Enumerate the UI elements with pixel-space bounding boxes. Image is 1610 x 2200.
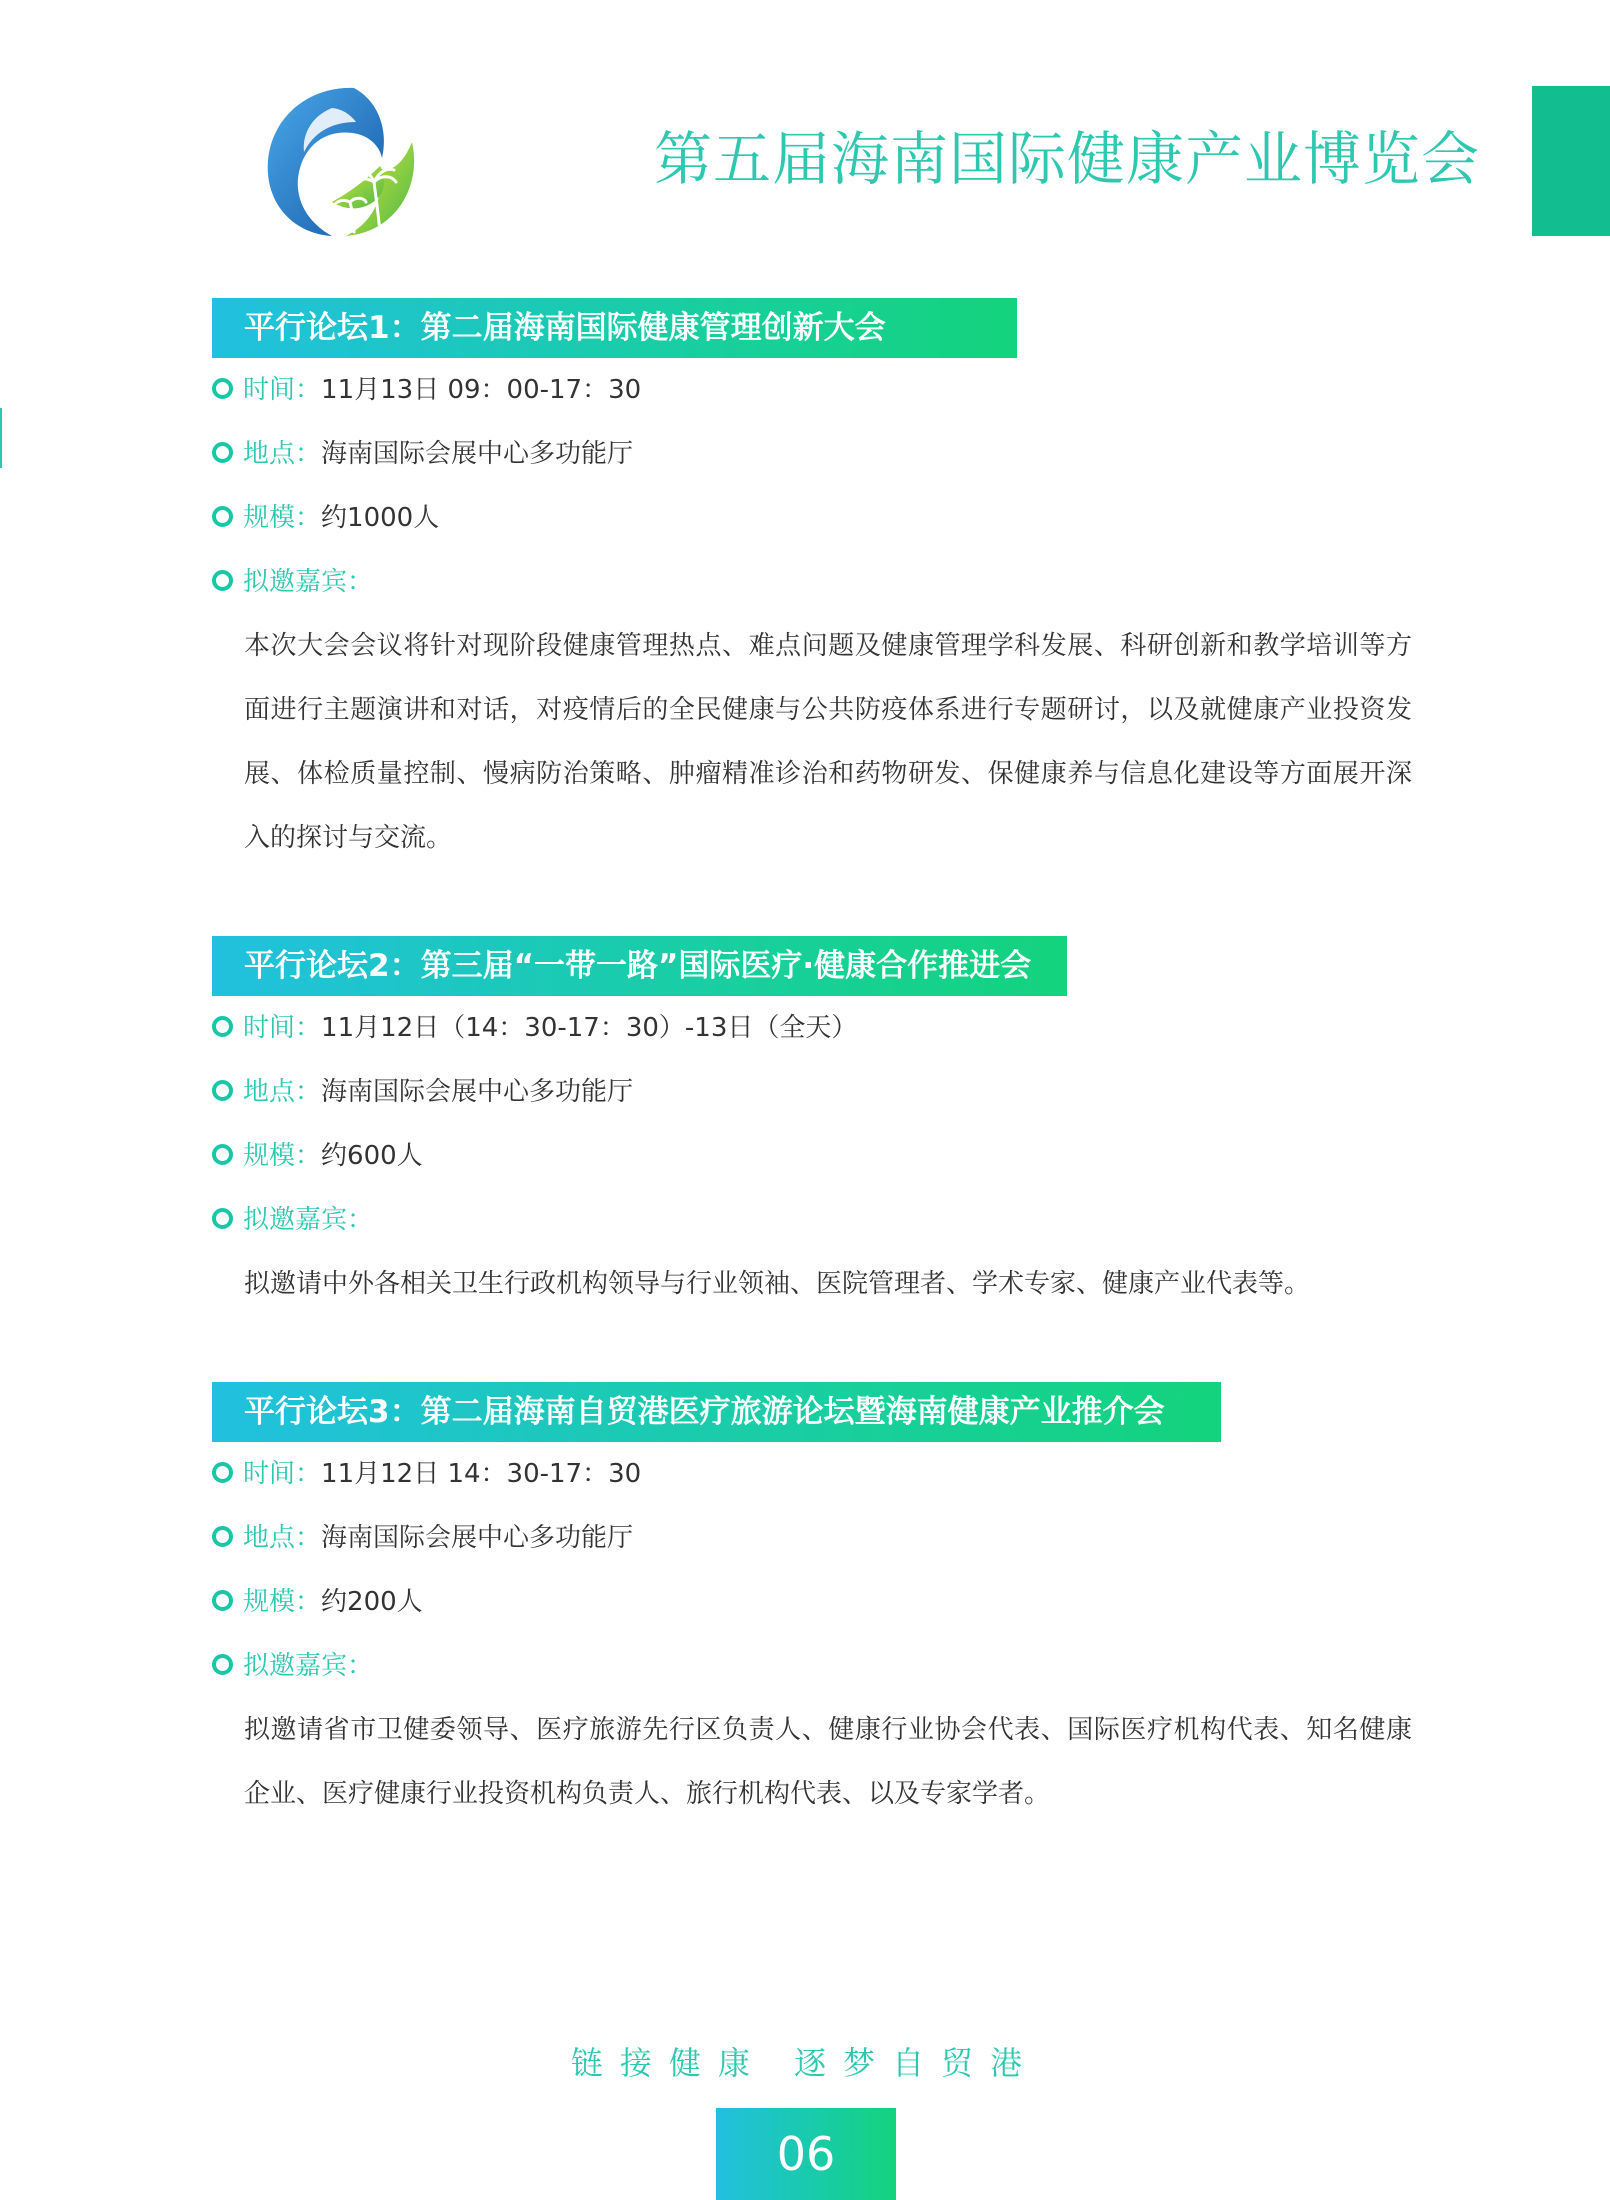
forum-place: 海南国际会展中心多功能厅 [321,1523,634,1553]
circle-bullet-icon [212,506,233,527]
forum-description: 拟邀请中外各相关卫生行政机构领导与行业领袖、医院管理者、学术专家、健康产业代表等。 [244,1269,1311,1299]
forum-scale-row: 规模：约200人 [212,1570,1412,1634]
forum-place: 海南国际会展中心多功能厅 [321,439,634,469]
forum-time: 11月12日 14：30-17：30 [321,1459,642,1489]
circle-bullet-icon [212,1462,233,1483]
circle-bullet-icon [212,570,233,591]
circle-bullet-icon [212,1654,233,1675]
forum-guests-row: 拟邀嘉宾： [212,550,1412,614]
forum-title-banner: 平行论坛2：第三届“一带一路”国际医疗·健康合作推进会 [212,936,1067,996]
forum-guests-row: 拟邀嘉宾： [212,1188,1412,1252]
page-number: 06 [716,2108,896,2200]
circle-bullet-icon [212,1016,233,1037]
circle-bullet-icon [212,1080,233,1101]
forum-place-row: 地点：海南国际会展中心多功能厅 [212,1060,1412,1124]
forum-guests-row: 拟邀嘉宾： [212,1634,1412,1698]
forum-title-banner: 平行论坛1：第二届海南国际健康管理创新大会 [212,298,1017,358]
forum-place-row: 地点：海南国际会展中心多功能厅 [212,1506,1412,1570]
forum-time: 11月13日 09：00-17：30 [321,375,642,405]
circle-bullet-icon [212,1526,233,1547]
header-accent-tab [1532,86,1610,236]
forum-place-row: 地点：海南国际会展中心多功能厅 [212,422,1412,486]
forum-place: 海南国际会展中心多功能厅 [321,1077,634,1107]
forum-time: 11月12日（14：30-17：30）-13日（全天） [321,1013,858,1043]
forum-section-3 [212,1382,1412,1826]
circle-bullet-icon [212,1144,233,1165]
forum-description: 本次大会会议将针对现阶段健康管理热点、难点问题及健康管理学科发展、科研创新和教学培训等方面进行主题演讲和对话，对疫情后的全民健康与公共防疫体系进行专题研讨，以及就健康产业投资发展、体检质量控制、慢病防治策略、肿瘤精准诊治和药物研发、保健康养与信息化建设等方面展开深入的探讨与交流。 [244,631,1412,853]
forum-scale: 约200人 [321,1587,423,1617]
forum-description: 拟邀请省市卫健委领导、医疗旅游先行区负责人、健康行业协会代表、国际医疗机构代表、知名健康企业、医疗健康行业投资机构负责人、旅行机构代表、以及专家学者。 [244,1715,1412,1809]
forum-time-row: 时间：11月13日 09：00-17：30 [212,358,1412,422]
forum-scale-row: 规模：约1000人 [212,486,1412,550]
circle-bullet-icon [212,442,233,463]
forum-title-banner: 平行论坛3：第二届海南自贸港医疗旅游论坛暨海南健康产业推介会 [212,1382,1221,1442]
page-title: 第五届海南国际健康产业博览会 [653,125,1480,193]
forum-scale: 约600人 [321,1141,423,1171]
forum-scale: 约1000人 [321,503,440,533]
margin-mark [0,408,2,468]
forum-time-row: 时间：11月12日（14：30-17：30）-13日（全天） [212,996,1412,1060]
forum-section-2 [212,936,1412,1316]
forum-section-1 [212,298,1412,870]
expo-logo [262,82,422,240]
footer-slogan: 链接健康 逐梦自贸港 [570,2044,1040,2082]
forum-time-row: 时间：11月12日 14：30-17：30 [212,1442,1412,1506]
forum-scale-row: 规模：约600人 [212,1124,1412,1188]
circle-bullet-icon [212,1208,233,1229]
circle-bullet-icon [212,378,233,399]
palm-globe-logo-icon [262,82,422,240]
circle-bullet-icon [212,1590,233,1611]
